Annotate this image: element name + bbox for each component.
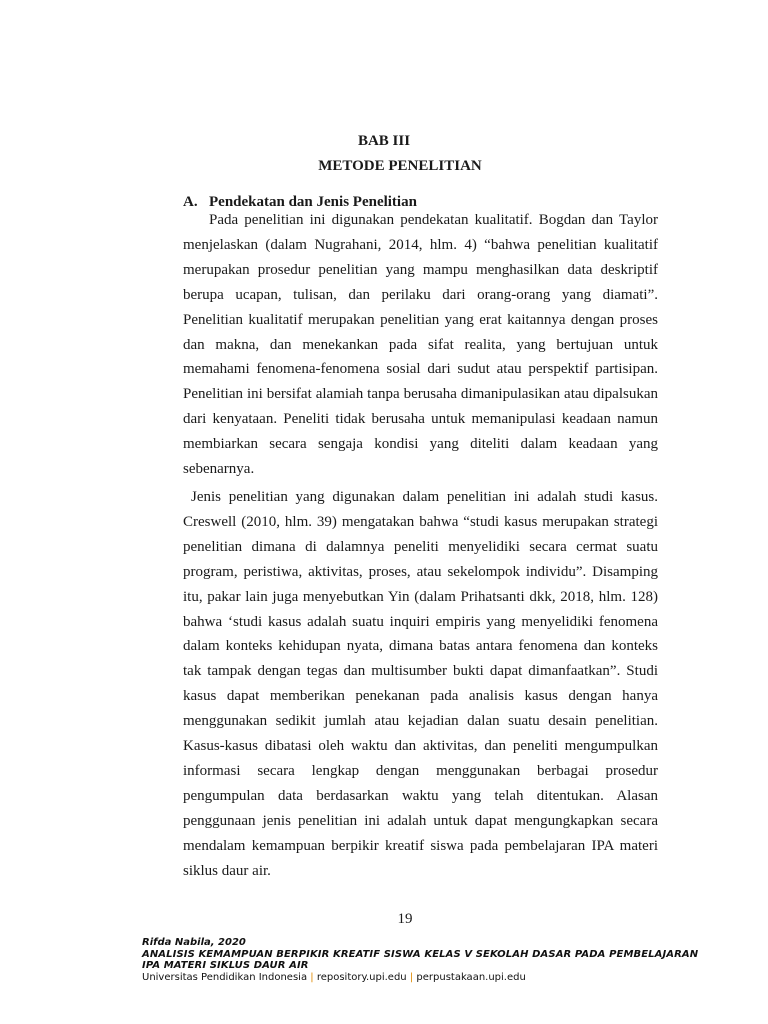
page-footer	[142, 937, 702, 983]
section-number: A.	[183, 194, 198, 210]
chapter-title: METODE PENELITIAN	[318, 158, 482, 174]
footer-library-link[interactable]: perpustakaan.upi.edu	[416, 971, 526, 983]
section-title: Pendekatan dan Jenis Penelitian	[209, 194, 417, 210]
footer-separator: |	[310, 971, 314, 983]
footer-separator: |	[409, 971, 414, 983]
footer-university: Universitas Pendidikan Indonesia	[142, 971, 308, 983]
footer-author: Rifda Nabila, 2020	[142, 937, 246, 948]
paragraph-approach: Pada penelitian ini digunakan pendekatan kualitatif. Bogdan dan Taylor menjelaskan (dalam Nugrahani, 2014, hlm. 4) “bahwa penelitian kualitatif merupakan prosedur penelitian yang mampu menghasilkan data deskriptif berupa ucapan, tulisan, dan perilaku dari orang-orang yang diamati”. Penelitian kualitatif merupakan penelitian yang erat kaitannya dengan proses dan makna, dan menekankan pada sifat realita, yang bertujuan untuk memahami fenomena-fenomena sosial dari sudut atau perspektif partisipan. Penelitian ini bersifat alamiah tanpa berusaha dimanipulasikan atau dipalsukan dari kenyataan. Peneliti tidak berusaha untuk memanipulasi keadaan namun membiarkan secara sengaja kondisi yang diteliti dalam keadaan yang sebenarnya.	[183, 212, 658, 478]
footer-thesis-title-line2: IPA MATERI SIKLUS DAUR AIR	[142, 960, 309, 971]
paragraph-case-study: Jenis penelitian yang digunakan dalam penelitian ini adalah studi kasus. Creswell (2010, hlm. 39) mengatakan bahwa “studi kasus merupakan strategi penelitian dimana di dalamnya peneliti menyelidiki secara cermat suatu program, peristiwa, aktivitas, proses, atau sekelompok individu”. Disamping itu, pakar lain juga menyebutkan Yin (dalam Prihatsanti dkk, 2018, hlm. 128) bahwa ‘studi kasus adalah suatu inquiri empiris yang menyelidiki fenomena dalam konteks kehidupan nyata, dimana batas antara fenomena dan konteks tak tampak dengan tegas dan multisumber bukti dapat dimanfaatkan”. Studi kasus dapat memberikan penekanan pada analisis kasus dengan hanya menggunakan sedikit jumlah atau kejadian dalan suatu desain penelitian. Kasus-kasus dibatasi oleh waktu dan aktivitas, dan peneliti mengumpulkan informasi secara lengkap dengan menggunakan berbagai prosedur pengumpulan data berdasarkan waktu yang telah ditentukan. Alasan penggunaan jenis penelitian ini adalah untuk dapat mengungkapkan secara mendalam kemampuan berpikir kreatif siswa pada pembelajaran IPA materi siklus daur air.	[183, 489, 658, 879]
page-number: 19	[397, 911, 413, 927]
chapter-label: BAB III	[357, 133, 411, 149]
footer-thesis-title-line1: ANALISIS KEMAMPUAN BERPIKIR KREATIF SISWA KELAS V SEKOLAH DASAR PADA PEMBELAJARAN	[142, 948, 699, 960]
footer-repository-link[interactable]: repository.upi.edu	[316, 971, 407, 983]
footer-affiliation	[142, 972, 702, 984]
